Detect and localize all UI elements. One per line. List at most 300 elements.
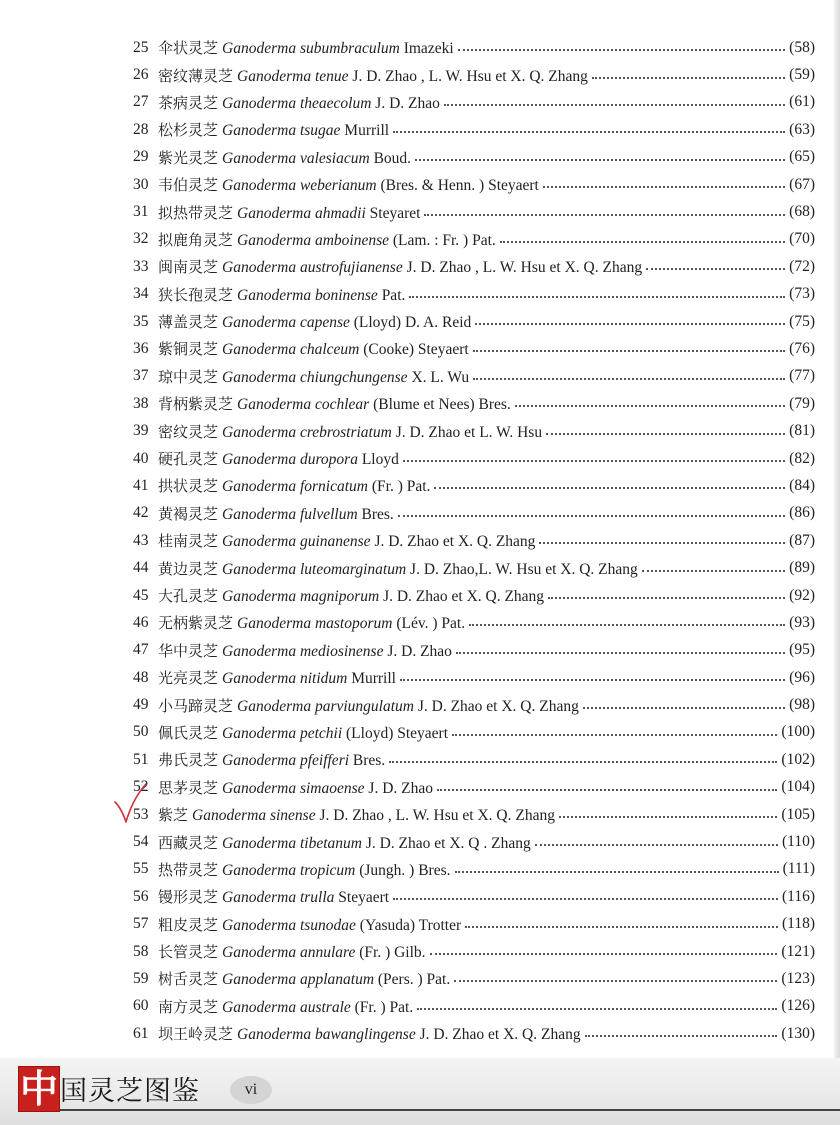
handwritten-checkmark-icon	[112, 782, 148, 824]
entry-number: 29	[133, 148, 149, 166]
dot-leader	[434, 486, 785, 489]
author-citation: Pat.	[381, 286, 406, 304]
entry-number: 45	[133, 586, 149, 604]
genus-name: Ganoderma	[222, 916, 297, 934]
species-name: duropora	[299, 451, 358, 469]
dot-leader	[389, 760, 777, 763]
genus-name: Ganoderma	[237, 231, 312, 249]
author-citation: X. L. Wu	[411, 368, 470, 386]
author-citation: (Cooke) Steyaert	[363, 341, 469, 359]
chinese-name: 背柄紫灵芝	[158, 395, 234, 414]
author-citation: J. D. Zhao et X. Q. Zhang	[374, 533, 536, 551]
entry-number: 58	[133, 942, 149, 960]
toc-entry	[133, 554, 815, 581]
page-reference: (68)	[789, 203, 815, 221]
page-reference: (93)	[789, 613, 815, 631]
species-name: crebrostriatum	[299, 423, 392, 441]
page-reference: (67)	[789, 175, 815, 193]
chinese-name: 粗皮灵芝	[158, 915, 219, 934]
toc-entry	[133, 335, 815, 362]
chinese-name: 大孔灵芝	[158, 587, 219, 605]
chinese-name: 琼中灵芝	[158, 367, 219, 386]
entry-number: 61	[133, 1024, 149, 1042]
author-citation: J. D. Zhao	[387, 642, 452, 660]
species-name: tropicum	[299, 861, 356, 879]
species-name: fornicatum	[299, 478, 368, 496]
toc-entry	[133, 828, 815, 855]
page-reference: (121)	[781, 942, 815, 960]
page-reference: (63)	[789, 120, 815, 138]
dot-leader	[583, 706, 785, 709]
entry-number: 26	[133, 66, 149, 84]
genus-name: Ganoderma	[222, 752, 297, 770]
toc-entry	[133, 965, 815, 992]
dot-leader	[585, 1034, 778, 1037]
dot-leader	[543, 185, 785, 188]
dot-leader	[458, 48, 786, 51]
species-name: nitidum	[299, 670, 348, 688]
chinese-name: 坝王岭灵芝	[158, 1025, 234, 1044]
entry-number: 38	[133, 394, 149, 412]
species-name: petchii	[299, 724, 343, 742]
author-citation: J. D. Zhao et X. Q. Zhang	[417, 697, 579, 715]
dot-leader	[548, 596, 785, 599]
genus-name: Ganoderma	[222, 40, 297, 58]
chinese-name: 紫光灵芝	[158, 148, 219, 167]
species-name: applanatum	[299, 971, 375, 989]
dot-leader	[469, 623, 785, 626]
toc-entry	[133, 61, 815, 88]
entry-title	[158, 92, 440, 113]
page-reference: (72)	[789, 257, 815, 275]
genus-name: Ganoderma	[222, 861, 297, 879]
page-reference: (59)	[789, 66, 815, 84]
page-reference: (102)	[781, 750, 815, 768]
chinese-name: 伞状灵芝	[158, 39, 219, 58]
chinese-name: 硬孔灵芝	[158, 450, 219, 469]
toc-entry	[133, 527, 815, 554]
author-citation: (Lam. : Fr. ) Pat.	[392, 231, 496, 249]
toc-entry	[133, 911, 815, 938]
entry-title	[158, 777, 433, 798]
species-name: simaoense	[299, 779, 365, 797]
genus-name: Ganoderma	[192, 807, 267, 825]
dot-leader	[546, 432, 785, 435]
chinese-name: 佩氏灵芝	[158, 723, 219, 742]
genus-name: Ganoderma	[237, 615, 312, 633]
dot-leader	[500, 240, 785, 243]
author-citation: Bres.	[361, 505, 394, 523]
entry-title	[158, 667, 396, 688]
species-name: mastoporum	[314, 615, 393, 633]
genus-name: Ganoderma	[237, 67, 312, 85]
entry-title	[158, 804, 555, 825]
entry-title	[158, 65, 588, 86]
entry-number: 42	[133, 504, 149, 522]
page-reference: (118)	[782, 915, 815, 933]
page-reference: (104)	[781, 778, 815, 796]
entry-number: 60	[133, 997, 149, 1015]
species-name: austrofujianense	[299, 259, 403, 277]
entry-number: 56	[133, 887, 149, 905]
toc-entry	[133, 883, 815, 910]
page-reference: (116)	[782, 887, 815, 905]
genus-name: Ganoderma	[237, 697, 312, 715]
chinese-name: 弗氏灵芝	[158, 751, 219, 770]
dot-leader	[393, 130, 785, 133]
species-name: bawanglingense	[314, 1026, 416, 1044]
dot-leader	[515, 404, 785, 407]
genus-name: Ganoderma	[222, 122, 297, 140]
entry-title	[158, 421, 542, 442]
genus-name: Ganoderma	[222, 533, 297, 551]
entry-number: 30	[133, 175, 149, 193]
genus-name: Ganoderma	[237, 286, 312, 304]
page-edge-shadow	[834, 0, 840, 1125]
dot-leader	[430, 952, 778, 955]
dot-leader	[646, 267, 785, 270]
species-name: fulvellum	[299, 505, 358, 523]
genus-name: Ganoderma	[222, 368, 297, 386]
page-reference: (73)	[789, 285, 815, 303]
author-citation: (Pers. ) Pat.	[377, 971, 451, 989]
author-citation: (Fr. ) Pat.	[371, 478, 431, 496]
chinese-name: 西藏灵芝	[158, 833, 219, 852]
chinese-name: 狭长孢灵芝	[158, 285, 234, 304]
author-citation: J. D. Zhao et L. W. Hsu	[395, 423, 543, 441]
species-name: magniporum	[299, 588, 380, 605]
species-name: pfeifferi	[299, 752, 350, 770]
chinese-name: 密纹薄灵芝	[158, 66, 234, 85]
entry-title	[158, 530, 535, 551]
author-citation: J. D. Zhao et X. Q. Zhang	[383, 588, 545, 605]
chinese-name: 紫铜灵芝	[158, 340, 219, 359]
entry-number: 43	[133, 531, 149, 549]
genus-name: Ganoderma	[222, 588, 297, 605]
author-citation: Boud.	[373, 149, 412, 167]
toc-entry	[133, 856, 815, 883]
toc-entry	[133, 226, 815, 253]
dot-leader	[398, 514, 785, 517]
species-name: mediosinense	[299, 642, 384, 660]
toc-entry	[133, 637, 815, 664]
entry-number: 37	[133, 367, 149, 385]
entry-number: 48	[133, 668, 149, 686]
toc-entry	[133, 582, 815, 609]
entry-title	[158, 832, 531, 853]
author-citation: (Lloyd) D. A. Reid	[353, 314, 472, 332]
author-citation: J. D. Zhao , L. W. Hsu et X. Q. Zhang	[406, 259, 643, 277]
dot-leader	[452, 733, 777, 736]
entry-title	[158, 338, 469, 359]
chinese-name: 黄边灵芝	[158, 559, 219, 578]
entry-number: 50	[133, 723, 149, 741]
entry-title	[158, 722, 448, 743]
toc-entry	[133, 445, 815, 472]
page-reference: (82)	[789, 449, 815, 467]
author-citation: (Bres. & Henn. ) Steyaert	[380, 177, 539, 195]
chinese-name: 华中灵芝	[158, 641, 219, 660]
author-citation: (Jungh. ) Bres.	[359, 861, 451, 879]
dot-leader	[642, 569, 785, 572]
species-name: amboinense	[314, 231, 389, 249]
chinese-name: 韦伯灵芝	[158, 176, 219, 195]
entry-title	[158, 37, 454, 58]
entry-number: 52	[133, 778, 149, 796]
toc-entry	[133, 801, 815, 828]
entry-number: 34	[133, 285, 149, 303]
page-reference: (95)	[789, 641, 815, 659]
entry-title	[158, 311, 471, 332]
page-reference: (87)	[789, 531, 815, 549]
toc-entry	[133, 609, 815, 636]
author-citation: (Yasuda) Trotter	[359, 916, 462, 934]
toc-entry	[133, 198, 815, 225]
chinese-name: 热带灵芝	[158, 860, 219, 879]
genus-name: Ganoderma	[222, 451, 297, 469]
species-name: australe	[299, 998, 351, 1016]
entry-title	[158, 749, 385, 770]
dot-leader	[454, 979, 777, 982]
genus-name: Ganoderma	[222, 889, 297, 907]
chinese-name: 茶病灵芝	[158, 93, 219, 112]
chinese-name: 光亮灵芝	[158, 669, 219, 688]
author-citation: J. D. Zhao et X. Q. Zhang	[419, 1026, 581, 1044]
page-reference: (81)	[789, 422, 815, 440]
entry-title	[158, 256, 642, 277]
chinese-name: 长管灵芝	[158, 943, 219, 962]
dot-leader	[403, 459, 785, 462]
toc-entry	[133, 417, 815, 444]
species-name: capense	[299, 314, 350, 332]
page-reference: (79)	[789, 394, 815, 412]
entry-number: 46	[133, 613, 149, 631]
dot-leader	[437, 788, 777, 791]
toc-entry	[133, 1020, 815, 1047]
toc-entry	[133, 89, 815, 116]
species-name: weberianum	[299, 177, 377, 195]
page-reference: (123)	[781, 969, 815, 987]
entry-number: 44	[133, 559, 149, 577]
chinese-name: 闽南灵芝	[158, 258, 219, 277]
author-citation: Steyaert	[338, 889, 390, 907]
page-reference: (61)	[789, 93, 815, 111]
author-citation: Steyaret	[369, 204, 421, 222]
toc-entry	[133, 719, 815, 746]
species-name: cochlear	[314, 396, 370, 414]
genus-name: Ganoderma	[222, 779, 297, 797]
genus-name: Ganoderma	[222, 177, 297, 195]
species-name: tenue	[314, 67, 349, 85]
genus-name: Ganoderma	[222, 478, 297, 496]
entry-title	[158, 393, 511, 414]
author-citation: J. D. Zhao et X. Q . Zhang	[365, 834, 531, 852]
entry-title	[158, 366, 469, 387]
entry-title	[158, 119, 389, 140]
species-name: guinanense	[299, 533, 371, 551]
genus-name: Ganoderma	[222, 971, 297, 989]
entry-number: 49	[133, 696, 149, 714]
chinese-name: 黄褐灵芝	[158, 504, 219, 523]
chinese-name: 无柄紫灵芝	[158, 614, 234, 633]
species-name: valesiacum	[299, 149, 370, 167]
dot-leader	[592, 76, 785, 79]
chinese-name: 拟热带灵芝	[158, 203, 234, 222]
entry-number: 59	[133, 969, 149, 987]
entry-title	[158, 174, 539, 195]
species-name: luteomarginatum	[299, 560, 407, 578]
book-logo-char: 中	[19, 1067, 58, 1111]
toc-entry	[133, 390, 815, 417]
toc-entry	[133, 774, 815, 801]
author-citation: (Lloyd) Steyaert	[346, 724, 449, 742]
page-reference: (126)	[781, 997, 815, 1015]
genus-name: Ganoderma	[222, 560, 297, 578]
dot-leader	[417, 1007, 777, 1010]
toc-entry	[133, 144, 815, 171]
chinese-name: 桂南灵芝	[158, 532, 219, 551]
dot-leader	[473, 349, 786, 352]
toc-entry	[133, 472, 815, 499]
genus-name: Ganoderma	[222, 314, 297, 332]
entry-number: 28	[133, 120, 149, 138]
entry-title	[158, 503, 394, 524]
species-name: ahmadii	[314, 204, 366, 222]
page-reference: (100)	[781, 723, 815, 741]
entry-number: 31	[133, 203, 149, 221]
species-name: tsunodae	[299, 916, 356, 934]
page-reference: (58)	[789, 38, 815, 56]
entry-number: 57	[133, 915, 149, 933]
entry-title	[158, 284, 405, 305]
table-of-contents	[133, 34, 815, 1047]
entry-number: 41	[133, 476, 149, 494]
toc-entry	[133, 938, 815, 965]
entry-title	[158, 859, 451, 880]
toc-entry	[133, 363, 815, 390]
entry-title	[158, 448, 399, 469]
chinese-name: 松杉灵芝	[158, 121, 219, 140]
species-name: chiungchungense	[299, 368, 408, 386]
dot-leader	[535, 843, 778, 846]
chinese-name: 拱状灵芝	[158, 477, 219, 496]
author-citation: (Fr. ) Gilb.	[359, 944, 426, 962]
genus-name: Ganoderma	[237, 1026, 312, 1044]
author-citation: (Blume et Nees) Bres.	[373, 396, 511, 414]
genus-name: Ganoderma	[222, 94, 297, 112]
entry-number: 36	[133, 339, 149, 357]
author-citation: Imazeki	[403, 40, 454, 58]
genus-name: Ganoderma	[222, 724, 297, 742]
entry-number: 39	[133, 422, 149, 440]
chinese-name: 密纹灵芝	[158, 422, 219, 441]
entry-title	[158, 612, 465, 633]
book-title: 国灵芝图鉴	[60, 1076, 200, 1107]
page-reference: (77)	[789, 367, 815, 385]
page-reference: (75)	[789, 312, 815, 330]
page-reference: (89)	[789, 559, 815, 577]
entry-title	[158, 229, 496, 250]
page-reference: (70)	[789, 230, 815, 248]
dot-leader	[409, 295, 785, 298]
author-citation: J. D. Zhao	[368, 779, 433, 797]
species-name: subumbraculum	[299, 40, 400, 58]
entry-number: 25	[133, 38, 149, 56]
page-reference: (65)	[789, 148, 815, 166]
entry-number: 53	[133, 805, 149, 823]
genus-name: Ganoderma	[222, 505, 297, 523]
entry-title	[158, 996, 413, 1017]
dot-leader	[455, 870, 779, 873]
entry-title	[158, 968, 450, 989]
toc-entry	[133, 281, 815, 308]
author-citation: Lloyd	[361, 451, 399, 469]
entry-number: 32	[133, 230, 149, 248]
page-reference: (92)	[789, 586, 815, 604]
author-citation: J. D. Zhao , L. W. Hsu et X. Q. Zhang	[352, 67, 588, 85]
entry-title	[158, 886, 389, 907]
species-name: parviungulatum	[314, 697, 414, 715]
species-name: annulare	[299, 944, 356, 962]
toc-entry	[133, 116, 815, 143]
toc-entry	[133, 253, 815, 280]
author-citation: J. D. Zhao,L. W. Hsu et X. Q. Zhang	[410, 560, 638, 578]
footer-rule	[60, 1109, 840, 1111]
species-name: boninense	[314, 286, 378, 304]
genus-name: Ganoderma	[222, 834, 297, 852]
genus-name: Ganoderma	[222, 341, 297, 359]
entry-number: 54	[133, 833, 149, 851]
page-reference: (130)	[781, 1024, 815, 1042]
chinese-name: 小马蹄灵芝	[158, 696, 234, 715]
species-name: chalceum	[299, 341, 360, 359]
toc-entry	[133, 664, 815, 691]
species-name: tibetanum	[299, 834, 362, 852]
toc-entry	[133, 308, 815, 335]
page-reference: (105)	[781, 805, 815, 823]
genus-name: Ganoderma	[222, 670, 297, 688]
dot-leader	[400, 678, 785, 681]
genus-name: Ganoderma	[222, 944, 297, 962]
author-citation: Bres.	[352, 752, 386, 770]
entry-number: 35	[133, 312, 149, 330]
dot-leader	[475, 322, 785, 325]
entry-number: 55	[133, 860, 149, 878]
chinese-name: 思茅灵芝	[158, 778, 219, 797]
genus-name: Ganoderma	[222, 149, 297, 167]
species-name: sinense	[269, 807, 316, 825]
toc-entry	[133, 500, 815, 527]
dot-leader	[444, 103, 785, 106]
page-reference: (111)	[782, 860, 815, 878]
dot-leader	[465, 925, 778, 928]
author-citation: Murrill	[351, 670, 396, 688]
dot-leader	[424, 213, 785, 216]
dot-leader	[559, 815, 777, 818]
entry-number: 47	[133, 641, 149, 659]
genus-name: Ganoderma	[237, 396, 312, 414]
entry-number: 51	[133, 750, 149, 768]
chinese-name: 树舌灵芝	[158, 970, 219, 989]
page-reference: (96)	[789, 668, 815, 686]
chinese-name: 南方灵芝	[158, 997, 219, 1016]
page-reference: (110)	[782, 833, 815, 851]
dot-leader	[456, 651, 785, 654]
entry-title	[158, 475, 430, 496]
entry-title	[158, 202, 420, 223]
genus-name: Ganoderma	[222, 998, 297, 1016]
page-reference: (86)	[789, 504, 815, 522]
